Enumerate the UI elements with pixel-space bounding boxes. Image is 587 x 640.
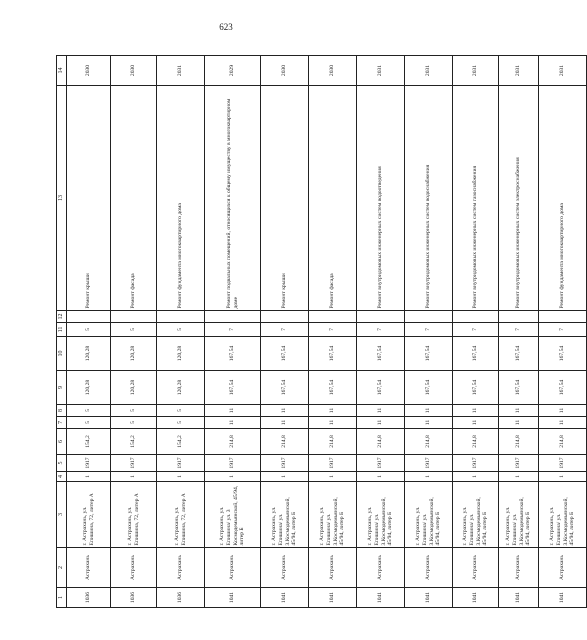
table-cell: 167,54 — [539, 337, 587, 371]
table-cell: 167,54 — [453, 337, 499, 371]
table-cell: 11 — [261, 405, 309, 417]
table-cell: 7 — [539, 323, 587, 337]
table-cell: 1917 — [453, 455, 499, 472]
table-cell: Ремонт внутридомовых инженерных систем электроснабжения — [499, 86, 539, 311]
table-cell: 214,8 — [357, 429, 405, 455]
table-cell: 11 — [205, 405, 261, 417]
table-cell: 1036 — [111, 588, 157, 608]
table-cell: г. Астрахань, ул. Епишина, 72, литер А — [67, 482, 111, 548]
table-cell: Ремонт подвальных помещений, относящихся к общему имуществу в многоквартирном доме — [205, 86, 261, 311]
table-cell: г. Астрахань, ул. Епишина/ ул. 3.Космодемьянской, 45/94, литер Б — [405, 482, 453, 548]
table-cell: 1 — [499, 472, 539, 482]
table-cell: 11 — [453, 417, 499, 429]
table-cell: 5 — [157, 405, 205, 417]
table-cell — [111, 311, 157, 323]
column-number-cell: 2 — [57, 548, 67, 588]
table-cell: Астрахань — [357, 548, 405, 588]
table-cell: Астрахань — [261, 548, 309, 588]
column-number-cell: 14 — [57, 56, 67, 86]
table-cell: 1036 — [157, 588, 205, 608]
column-number-cell: 12 — [57, 311, 67, 323]
table-cell: 5 — [67, 417, 111, 429]
table-cell: г. Астрахань, ул. Епишина/ ул. 3.Космодемьянской, 45/94, литер Б — [309, 482, 357, 548]
table-cell: 154,2 — [111, 429, 157, 455]
table-cell: 7 — [261, 323, 309, 337]
table-cell: г. Астрахань, ул. Епишина/ ул. 3.Космодемьянской, 45/94, литер Б — [539, 482, 587, 548]
table-cell: 1 — [309, 472, 357, 482]
table-cell — [499, 311, 539, 323]
table-cell — [205, 311, 261, 323]
table-cell: 214,8 — [539, 429, 587, 455]
table-cell: 214,8 — [405, 429, 453, 455]
table-cell: 7 — [205, 323, 261, 337]
table-cell: 1 — [357, 472, 405, 482]
table-cell — [261, 311, 309, 323]
table-cell: Ремонт фасада — [309, 86, 357, 311]
table-cell: 167,54 — [261, 371, 309, 405]
table-cell: Астрахань — [309, 548, 357, 588]
table-cell — [453, 311, 499, 323]
table-cell: 11 — [499, 417, 539, 429]
table-cell: 1 — [157, 472, 205, 482]
column-number-cell: 7 — [57, 417, 67, 429]
table-cell: 11 — [309, 417, 357, 429]
table-cell: 2030 — [309, 56, 357, 86]
table-cell: 2031 — [405, 56, 453, 86]
repair-schedule-table — [56, 55, 587, 608]
table-row — [261, 56, 309, 608]
table-cell: 5 — [67, 323, 111, 337]
table-cell: 120,28 — [111, 337, 157, 371]
table-cell: 2031 — [157, 56, 205, 86]
table-cell: 1917 — [309, 455, 357, 472]
table-cell: 1 — [405, 472, 453, 482]
table-cell: 5 — [111, 323, 157, 337]
table-cell: 154,2 — [67, 429, 111, 455]
table-cell: 167,54 — [405, 337, 453, 371]
table-cell: 1041 — [357, 588, 405, 608]
table-cell: Астрахань — [205, 548, 261, 588]
table-cell: 167,54 — [309, 337, 357, 371]
table-cell: 11 — [357, 405, 405, 417]
table-cell: 11 — [205, 417, 261, 429]
table-cell: 167,54 — [499, 337, 539, 371]
table-cell: 167,54 — [453, 371, 499, 405]
table-cell: 7 — [405, 323, 453, 337]
table-cell: 7 — [309, 323, 357, 337]
table-cell: 214,8 — [453, 429, 499, 455]
table-cell: 2029 — [205, 56, 261, 86]
table-row — [357, 56, 405, 608]
table-cell: 167,54 — [261, 337, 309, 371]
column-number-cell: 8 — [57, 405, 67, 417]
table-cell: 2030 — [261, 56, 309, 86]
table-cell: г. Астрахань, ул. Епишина/ ул. 3.Космодемьянской, 45/94, литер Б — [499, 482, 539, 548]
table-cell: 154,2 — [157, 429, 205, 455]
column-number-row — [57, 56, 67, 608]
table-cell: 167,54 — [539, 371, 587, 405]
table-cell: 1 — [111, 472, 157, 482]
table-cell: г. Астрахань, ул. Епишина/ ул. 3.Космодемьянской, 45/94, литер Б — [357, 482, 405, 548]
table-cell: 11 — [453, 405, 499, 417]
table-cell: Ремонт фасада — [111, 86, 157, 311]
column-number-cell: 5 — [57, 455, 67, 472]
table-cell: Ремонт внутридомовых инженерных систем водоотведения — [357, 86, 405, 311]
column-number-cell: 4 — [57, 472, 67, 482]
table-cell: 2031 — [539, 56, 587, 86]
table-cell: Ремонт крыши — [261, 86, 309, 311]
table-cell: 5 — [157, 323, 205, 337]
table-cell: 120,28 — [67, 337, 111, 371]
table-cell: 167,54 — [405, 371, 453, 405]
table-cell: 214,8 — [205, 429, 261, 455]
table-cell: 1917 — [205, 455, 261, 472]
table-cell: 7 — [357, 323, 405, 337]
table-cell: Астрахань — [499, 548, 539, 588]
table-cell: 214,8 — [499, 429, 539, 455]
table-cell: 1 — [205, 472, 261, 482]
column-number-cell: 10 — [57, 337, 67, 371]
table-cell: г. Астрахань, ул. Епишина, 72, литер А — [157, 482, 205, 548]
table-cell: 167,54 — [205, 371, 261, 405]
table-row — [205, 56, 261, 608]
table-cell — [539, 311, 587, 323]
rotated-table-container — [56, 56, 576, 608]
table-cell: 1917 — [357, 455, 405, 472]
table-cell: 1917 — [261, 455, 309, 472]
table-cell: 11 — [499, 405, 539, 417]
table-cell: 11 — [261, 417, 309, 429]
table-cell: 2031 — [453, 56, 499, 86]
table-cell: 5 — [111, 405, 157, 417]
table-cell: 120,28 — [157, 337, 205, 371]
table-cell: 11 — [539, 417, 587, 429]
table-cell — [157, 311, 205, 323]
column-number-cell: 9 — [57, 371, 67, 405]
table-cell: Ремонт крыши — [67, 86, 111, 311]
table-cell: Астрахань — [539, 548, 587, 588]
table-cell: 167,54 — [357, 337, 405, 371]
table-cell: 5 — [157, 417, 205, 429]
table-cell: 1041 — [405, 588, 453, 608]
table-cell: 1917 — [157, 455, 205, 472]
table-row — [405, 56, 453, 608]
table-cell: 7 — [499, 323, 539, 337]
table-row — [67, 56, 111, 608]
table-cell: 1036 — [67, 588, 111, 608]
table-cell: 1041 — [453, 588, 499, 608]
table-cell — [309, 311, 357, 323]
table-cell: г. Астрахань, ул. Епишина, 72, литер А — [111, 482, 157, 548]
table-cell: 120,28 — [111, 371, 157, 405]
table-cell: г. Астрахань, ул. Епишина/ ул. 3 Космодемьянской, 45/94, литер Б — [205, 482, 261, 548]
table-cell: 1 — [539, 472, 587, 482]
table-cell: г. Астрахань, ул. Епишина/ ул. 3.Космодемьянской, 45/94, литер Б — [453, 482, 499, 548]
table-cell: Ремонт фундамента многоквартирного дома — [157, 86, 205, 311]
table-cell: 2030 — [67, 56, 111, 86]
table-cell: 120,28 — [67, 371, 111, 405]
table-cell: 11 — [357, 417, 405, 429]
table-cell: Астрахань — [67, 548, 111, 588]
table-cell: 2031 — [499, 56, 539, 86]
table-cell: 11 — [405, 417, 453, 429]
table-cell: 214,8 — [261, 429, 309, 455]
table-cell: Ремонт внутридомовых инженерных систем газоснабжения — [453, 86, 499, 311]
table-cell: 1 — [67, 472, 111, 482]
table-cell: 7 — [453, 323, 499, 337]
table-cell: 1917 — [539, 455, 587, 472]
table-row — [111, 56, 157, 608]
table-cell: 1 — [453, 472, 499, 482]
table-cell: 1 — [261, 472, 309, 482]
column-number-cell: 11 — [57, 323, 67, 337]
table-cell: 167,54 — [309, 371, 357, 405]
table-row — [309, 56, 357, 608]
table-cell: Ремонт внутридомовых инженерных систем водоснабжения — [405, 86, 453, 311]
table-row — [499, 56, 539, 608]
table-cell: 1041 — [499, 588, 539, 608]
column-number-cell: 6 — [57, 429, 67, 455]
table-cell: 1041 — [539, 588, 587, 608]
table-cell: 167,54 — [499, 371, 539, 405]
table-cell: 11 — [539, 405, 587, 417]
column-number-cell: 3 — [57, 482, 67, 548]
table-cell — [67, 311, 111, 323]
table-cell: 214,8 — [309, 429, 357, 455]
page-number: 623 — [219, 22, 233, 32]
table-cell: 5 — [67, 405, 111, 417]
table-cell: 2030 — [111, 56, 157, 86]
table-cell: Астрахань — [111, 548, 157, 588]
table-cell: 1917 — [111, 455, 157, 472]
table-row — [539, 56, 587, 608]
table-cell: 167,54 — [205, 337, 261, 371]
table-cell: 2031 — [357, 56, 405, 86]
table-cell: Астрахань — [453, 548, 499, 588]
table-cell: 1041 — [309, 588, 357, 608]
table-cell: 5 — [111, 417, 157, 429]
table-cell — [405, 311, 453, 323]
table-cell: 11 — [405, 405, 453, 417]
table-row — [157, 56, 205, 608]
table-cell: 1041 — [205, 588, 261, 608]
table-cell: 11 — [309, 405, 357, 417]
table-cell: 1917 — [499, 455, 539, 472]
table-cell: 1917 — [67, 455, 111, 472]
table-cell: 120,28 — [157, 371, 205, 405]
table-cell: 167,54 — [357, 371, 405, 405]
column-number-cell: 13 — [57, 86, 67, 311]
table-cell: Астрахань — [405, 548, 453, 588]
table-row — [453, 56, 499, 608]
table-cell: 1917 — [405, 455, 453, 472]
table-cell: 1041 — [261, 588, 309, 608]
column-number-cell: 1 — [57, 588, 67, 608]
table-cell: Астрахань — [157, 548, 205, 588]
table-cell: г. Астрахань, ул. Епишина/ ул. 3.Космодемьянской, 45/94, литер Б — [261, 482, 309, 548]
table-cell — [357, 311, 405, 323]
table-cell: Ремонт фундамента многоквартирного дома — [539, 86, 587, 311]
